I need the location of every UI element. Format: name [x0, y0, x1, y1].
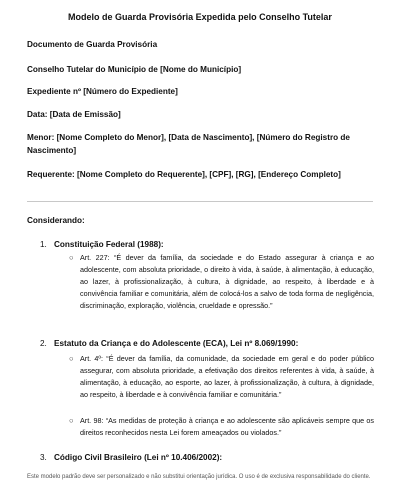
- list-item-title: [40, 339, 298, 348]
- list-item-number: 3.: [40, 453, 47, 462]
- requester-line: Requerente: [Nome Completo do Requerente], [CPF], [RG], [Endereço Completo]: [27, 170, 341, 179]
- document-title: Modelo de Guarda Provisória Expedida pelo Conselho Tutelar: [68, 12, 332, 22]
- expedient-line: Expediente nº [Número do Expediente]: [27, 87, 178, 96]
- minor-line: Menor: [Nome Completo do Menor], [Data de Nascimento], [Número do Registro de Nascimento]: [27, 133, 350, 155]
- list-item-number: 2.: [40, 339, 47, 348]
- article-text: Art. 227: “É dever da família, da sociedade e do Estado assegurar à criança e ao adolescente, com absoluta prioridade, o direito à vida, à saúde, à alimentação, à educação, ao lazer, à profissionalização, à cultura, à dignidade, ao respeito, à liberdade e à convivência familiar e comunitária, além de colocá-los a salvo de toda forma de negligência, discriminação, exploração, violência, crueldade e opressão.”: [80, 253, 374, 311]
- list-item-heading: Constituição Federal (1988):: [54, 240, 164, 249]
- list-item-number: 1.: [40, 240, 47, 249]
- council-line: Conselho Tutelar do Município de [Nome do Município]: [27, 65, 242, 74]
- considering-label: Considerando:: [27, 216, 85, 225]
- list-item-heading: Estatuto da Criança e do Adolescente (ECA), Lei nº 8.069/1990:: [54, 339, 299, 348]
- document-type-line: Documento de Guarda Provisória: [27, 40, 158, 49]
- section-divider: [27, 201, 373, 202]
- date-line: Data: [Data de Emissão]: [27, 110, 121, 119]
- list-item-title: [40, 240, 164, 249]
- list-item-title: [40, 453, 222, 462]
- circle-bullet-icon: ○: [69, 253, 74, 262]
- article-text: Art. 98: “As medidas de proteção à criança e ao adolescente são aplicáveis sempre que os direitos reconhecidos nesta Lei forem ameaçados ou violados.”: [80, 416, 374, 438]
- circle-bullet-icon: ○: [69, 354, 74, 363]
- article-text: Art. 4º: “É dever da família, da comunidade, da sociedade em geral e do poder público assegurar, com absoluta prioridade, a efetivação dos direitos referentes à vida, à saúde, à alimentação, à educação, ao esporte, ao lazer, à profissionalização, à cultura, à dignidade, ao respeito, à liberdade e à convivência familiar e comunitária.”: [80, 354, 374, 400]
- circle-bullet-icon: ○: [69, 416, 74, 425]
- disclaimer-footer: Este modelo padrão deve ser personalizado e não substitui orientação jurídica. O uso é de exclusiva responsabilidade do cliente.: [27, 474, 371, 480]
- list-item-heading: Código Civil Brasileiro (Lei nº 10.406/2002):: [54, 453, 223, 462]
